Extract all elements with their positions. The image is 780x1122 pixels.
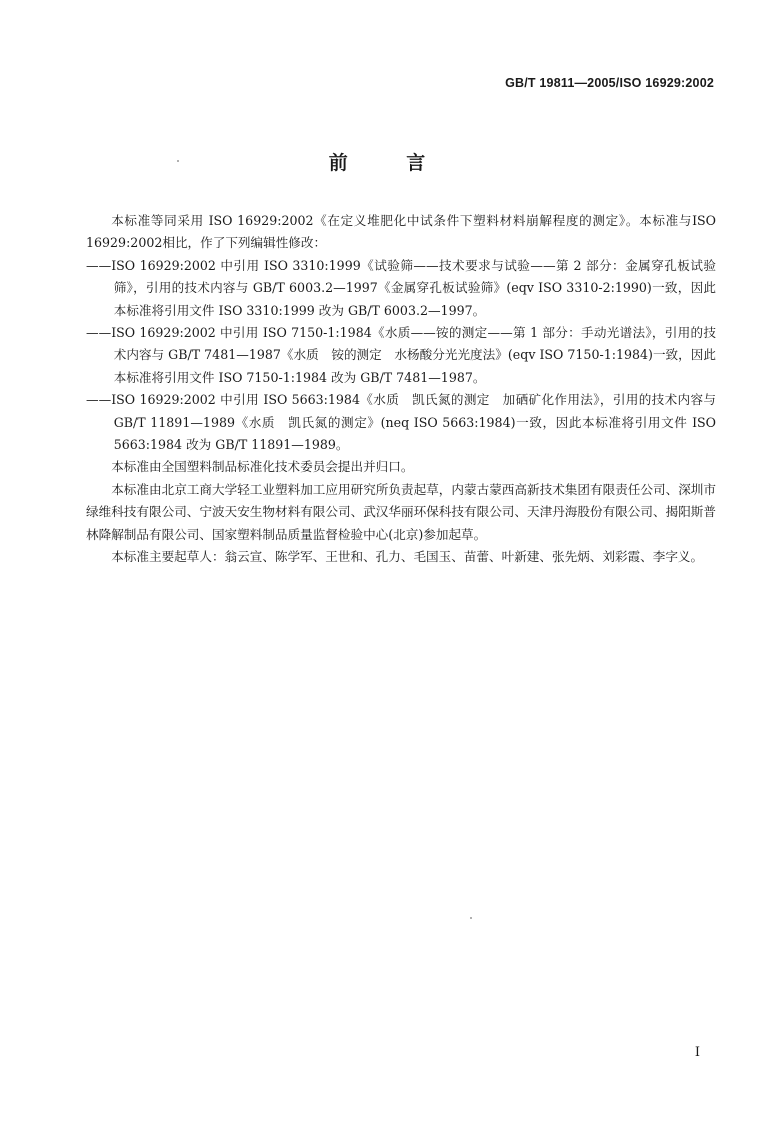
page-title: 前 言 [328,152,452,174]
page-number: I [694,1045,700,1060]
modification-item-2: ——ISO 16929:2002 中引用 ISO 7150-1:1984《水质——铵的测定——第 1 部分：手动光谱法》，引用的技术内容与 GB/T 7481—1987《水质 铵的测定 水杨酸分光光度法》(eqv ISO 7150-1:1984)一致，因此本标准将引用文件 ISO 7150-1:1984 改为 GB/T 7481—1987。 [86,325,716,385]
document-body [86,210,716,569]
scan-speck [177,160,179,162]
proposed-paragraph: 本标准由全国塑料制品标准化技术委员会提出并归口。 [111,459,414,475]
drafting-units-paragraph: 本标准由北京工商大学轻工业塑料加工应用研究所负责起草，内蒙古蒙西高新技术集团有限责任公司、深圳市绿维科技有限公司、宁波天安生物材料有限公司、武汉华丽环保科技有限公司、天津丹海股份有限公司、揭阳斯普林降解制品有限公司、国家塑料制品质量监督检验中心(北京)参加起草。 [86,481,716,542]
drafters-paragraph: 本标准主要起草人：翁云宣、陈学军、王世和、孔力、毛国玉、苗蕾、叶新建、张先炳、刘彩霞、李字义。 [111,549,704,565]
standard-code-header: GB/T 19811—2005/ISO 16929:2002 [505,76,714,90]
modification-item-1: ——ISO 16929:2002 中引用 ISO 3310:1999《试验筛——技术要求与试验——第 2 部分：金属穿孔板试验筛》，引用的技术内容与 GB/T 6003.2—1997《金属穿孔板试验筛》(eqv ISO 3310-2:1990)一致，因此本标准将引用文件 ISO 3310:1999 改为 GB/T 6003.2—1997。 [86,257,716,318]
scan-speck [470,917,472,919]
intro-paragraph: 本标准等同采用 ISO 16929:2002《在定义堆肥化中试条件下塑料材料崩解程度的测定》。本标准与ISO 16929:2002相比，作了下列编辑性修改： [86,213,716,251]
modification-item-3: ——ISO 16929:2002 中引用 ISO 5663:1984《水质 凯氏氮的测定 加硒矿化作用法》，引用的技术内容与 GB/T 11891—1989《水质 凯氏氮的测定》(neq ISO 5663:1984)一致，因此本标准将引用文件 ISO 5663:1984 改为 GB/T 11891—1989。 [86,392,716,453]
